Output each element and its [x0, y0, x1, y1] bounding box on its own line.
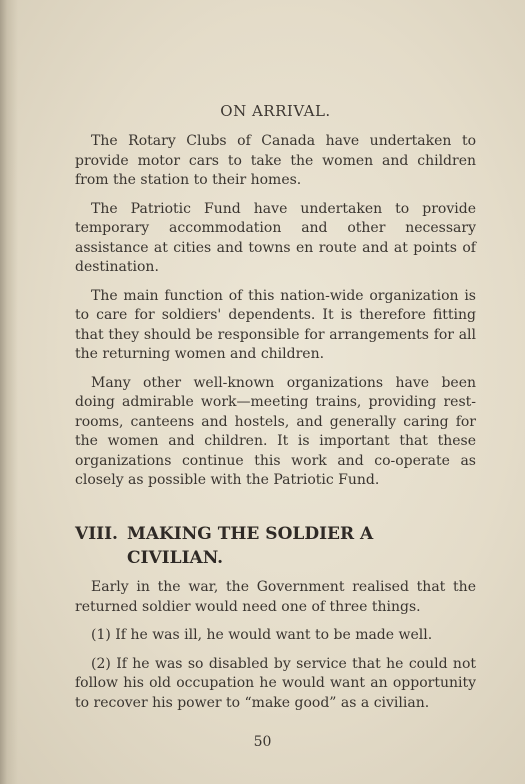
section-title-line-1: MAKING THE SOLDIER A: [127, 524, 374, 544]
paragraph-patriotic-fund: The Patriotic Fund have undertaken to provide temporary accommodation and other necessary assistance at cities and towns en route and at points of destination.: [75, 200, 476, 275]
page-spine-shadow: [0, 0, 18, 784]
section-viii-title: [75, 522, 476, 570]
paragraph-main-function: The main function of this nation-wide organization is to care for soldiers' dependents. It is therefore fitting that they should be responsible for arrangements for all the returning women and children.: [75, 287, 476, 362]
section-title-line-2: CIVILIAN.: [127, 548, 224, 568]
paragraph-item-2: (2) If he was so disabled by service that he could not follow his old occupation he would want an opportunity to recover his power to “make good” as a civilian.: [75, 655, 476, 711]
paragraph-early-in-war: Early in the war, the Government realised that the returned soldier would need one of three things.: [75, 579, 476, 615]
on-arrival-heading: ON ARRIVAL.: [220, 102, 331, 120]
on-arrival-section: [75, 102, 476, 500]
page-number: 50: [253, 734, 272, 750]
paragraph-other-organizations: Many other well-known organizations have been doing admirable work—meeting trains, providing rest-rooms, canteens and hostels, and generally caring for the women and children. It is important that these organizations continue this work and co-operate as closely as possible with the Patriotic Fund.: [75, 374, 476, 488]
paragraph-rotary-clubs: The Rotary Clubs of Canada have undertaken to provide motor cars to take the women and children from the station to their homes.: [75, 133, 476, 188]
paragraph-item-1: (1) If he was ill, he would want to be made well.: [91, 627, 433, 643]
section-viii-body: [75, 578, 476, 722]
section-number: VIII.: [75, 524, 118, 544]
